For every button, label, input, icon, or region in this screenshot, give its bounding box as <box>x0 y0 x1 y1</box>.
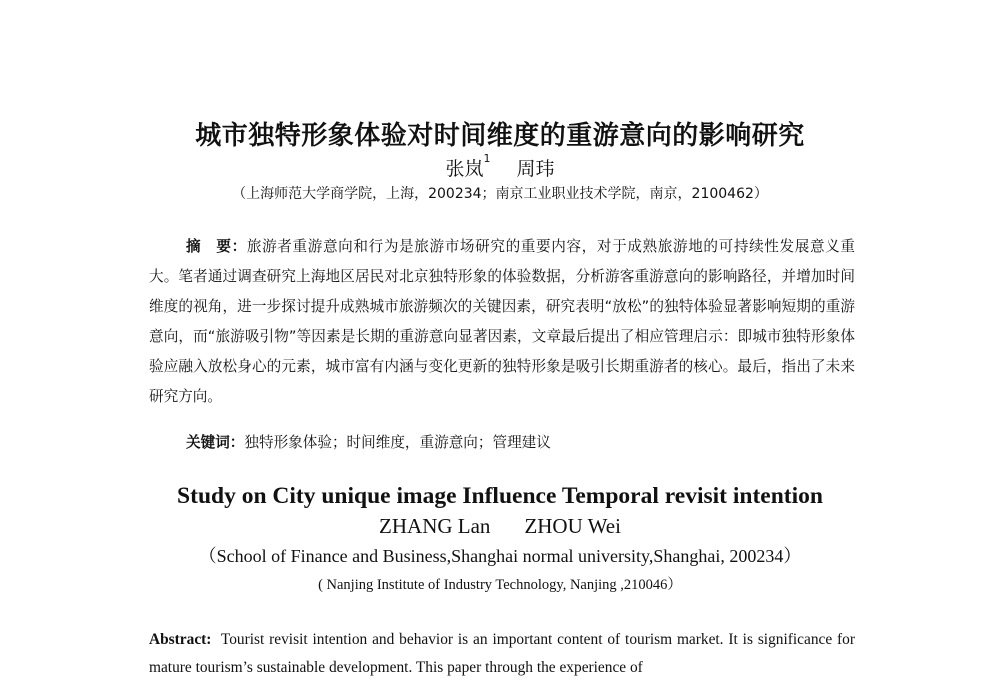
english-abstract-label: Abstract: <box>149 631 212 648</box>
chinese-keywords-label: 关键词： <box>186 434 245 451</box>
english-authors <box>0 514 1000 539</box>
chinese-abstract-label: 摘 要： <box>186 238 247 255</box>
english-author-2: ZHOU Wei <box>524 514 621 538</box>
english-author-1: ZHANG Lan <box>379 514 491 538</box>
chinese-affiliation: （上海师范大学商学院，上海，200234；南京工业职业技术学院，南京，2100462） <box>232 186 768 202</box>
chinese-keywords <box>186 431 551 452</box>
chinese-author-1: 张岚 <box>445 158 484 180</box>
chinese-keywords-text: 独特形象体验；时间维度，重游意向；管理建议 <box>244 434 551 451</box>
chinese-abstract <box>149 232 855 412</box>
english-title: Study on City unique image Influence Temporal revisit intention <box>177 483 823 509</box>
chinese-author-2: 周玮 <box>516 158 555 180</box>
english-affiliation-1: （School of Finance and Business,Shanghai normal university,Shanghai, 200234） <box>198 546 802 566</box>
english-affiliation-2: ( Nanjing Institute of Industry Technology, Nanjing ,210046） <box>318 577 682 593</box>
affiliation-mark: 1 <box>483 152 491 165</box>
english-abstract-text: Tourist revisit intention and behavior is an important content of tourism market. It is significance for mature tourism’s sustainable development. This paper through the experience of <box>149 631 855 676</box>
english-abstract <box>149 626 855 682</box>
chinese-authors <box>0 154 1000 181</box>
chinese-title: 城市独特形象体验对时间维度的重游意向的影响研究 <box>195 121 805 151</box>
chinese-abstract-text: 旅游者重游意向和行为是旅游市场研究的重要内容，对于成熟旅游地的可持续性发展意义重大。笔者通过调查研究上海地区居民对北京独特形象的体验数据，分析游客重游意向的影响路径，并增加时间维度的视角，进一步探讨提升成熟城市旅游频次的关键因素，研究表明“放松”的独特体验显著影响短期的重游意向，而“旅游吸引物”等因素是长期的重游意向显著因素，文章最后提出了相应管理启示：即城市独特形象体验应融入放松身心的元素，城市富有内涵与变化更新的独特形象是吸引长期重游者的核心。最后，指出了未来研究方向。 <box>149 238 855 405</box>
